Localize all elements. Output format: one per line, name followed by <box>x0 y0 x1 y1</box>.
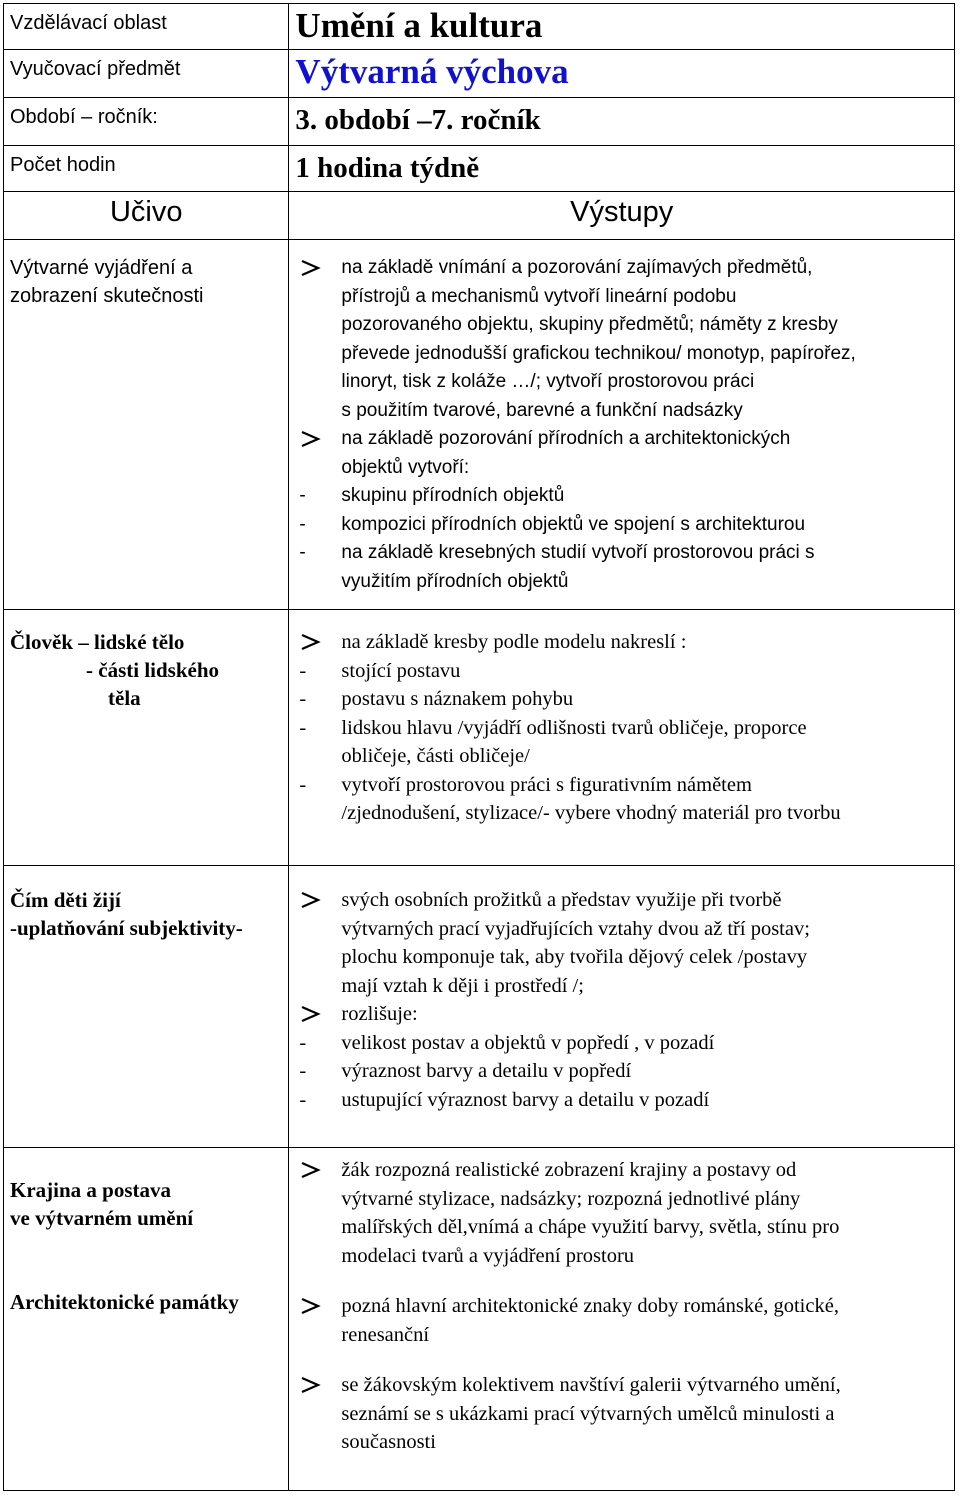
arrow-bullet-icon <box>299 628 329 651</box>
dash-bullet-icon: - <box>299 1060 307 1082</box>
output-line: malířských děl,vnímá a chápe využití barvy, světla, stínu pro <box>341 1216 840 1238</box>
outputs-cell-r1 <box>289 240 955 610</box>
output-line: skupinu přírodních objektů <box>341 485 565 506</box>
output-line: s použitím tvarové, barevné a funkční nadsázky <box>341 399 743 421</box>
output-line: převede jednodušší grafickou technikou/ monotyp, papírořez, <box>341 342 856 364</box>
topic-line: -uplatňování subjektivity- <box>10 916 243 940</box>
output-line: modelaci tvarů a vyjádření prostoru <box>341 1244 635 1267</box>
topic-cell-r4 <box>4 1148 289 1491</box>
output-line: se žákovským kolektivem navštíví galerii výtvarného umění, <box>341 1374 841 1396</box>
output-line: výtvarných prací vyjadřujících vztahy dvou až tří postav; <box>341 917 810 940</box>
output-line: na základě kresebných studií vytvoří prostorovou práci s <box>341 542 815 563</box>
output-line: postavu s náznakem pohybu <box>341 688 574 710</box>
output-subitem <box>299 714 948 771</box>
output-line: ustupující výraznost barvy a detailu v pozadí <box>341 1088 710 1111</box>
area-value: Umění a kultura <box>289 4 955 50</box>
output-item <box>299 1292 948 1349</box>
dash-bullet-icon: - <box>299 688 307 710</box>
outputs-cell-r4 <box>289 1148 955 1491</box>
output-line: výtvarné stylizace, nadsázky; rozpozná jednotlivé plány <box>341 1187 801 1210</box>
output-line: objektů vytvoří: <box>341 456 470 478</box>
column-header-vystupy: Výstupy <box>289 192 955 240</box>
output-line: lidskou hlavu /vyjádří odlišnosti tvarů obličeje, proporce <box>341 716 807 739</box>
topic-line: - části lidského <box>86 658 220 682</box>
output-subitem <box>299 1086 948 1115</box>
arrow-bullet-icon <box>299 1156 329 1179</box>
output-item <box>299 628 948 657</box>
arrow-bullet-icon <box>299 1292 329 1315</box>
output-item <box>299 1371 948 1457</box>
output-line: stojící postavu <box>341 659 461 682</box>
topic-cell-r2 <box>4 610 289 866</box>
output-line: svých osobních prožitků a představ využije při tvorbě <box>341 889 782 911</box>
output-line: mají vztah k ději i prostředí /; <box>341 974 584 997</box>
dash-bullet-icon: - <box>299 1088 307 1111</box>
output-item <box>299 1156 948 1270</box>
output-item <box>299 886 948 1000</box>
output-line: využitím přírodních objektů <box>341 570 569 592</box>
output-subitem <box>299 685 948 714</box>
arrow-bullet-icon <box>299 1371 329 1394</box>
topic-line: Krajina a postava <box>10 1178 172 1202</box>
output-line: přístrojů a mechanismů vytvoří lineární podobu <box>341 285 737 307</box>
column-header-ucivo: Učivo <box>4 192 289 240</box>
output-subitem <box>299 1029 948 1058</box>
period-label: Období – ročník: <box>4 98 289 146</box>
output-item <box>299 1000 948 1029</box>
dash-bullet-icon: - <box>299 1031 307 1054</box>
output-line: rozlišuje: <box>341 1003 418 1025</box>
outputs-cell-r3 <box>289 866 955 1148</box>
output-line: plochu komponuje tak, aby tvořila dějový celek /postavy <box>341 946 808 968</box>
output-line: současnosti <box>341 1431 436 1453</box>
output-line: na základě vnímání a pozorování zajímavých předmětů, <box>341 257 813 278</box>
output-line: kompozici přírodních objektů ve spojení s architekturou <box>341 513 806 535</box>
output-line: vytvoří prostorovou práci s figurativním námětem <box>341 773 752 796</box>
output-item <box>299 425 948 482</box>
output-line: renesanční <box>341 1323 430 1346</box>
dash-bullet-icon: - <box>299 513 306 535</box>
dash-bullet-icon: - <box>299 485 306 506</box>
output-line: na základě kresby podle modelu nakreslí : <box>341 631 687 653</box>
topic-line: Člověk – lidské tělo <box>10 630 185 654</box>
topic-line: Čím děti žijí <box>10 888 121 912</box>
output-item <box>299 254 948 425</box>
output-line: obličeje, části obličeje/ <box>341 745 530 767</box>
hours-value: 1 hodina týdně <box>289 146 955 192</box>
output-subitem <box>299 511 948 540</box>
arrow-bullet-icon <box>299 254 329 277</box>
topic-line: Výtvarné vyjádření a <box>10 257 193 279</box>
arrow-bullet-icon <box>299 886 329 909</box>
output-line: na základě pozorování přírodních a architektonických <box>341 428 791 449</box>
output-line: žák rozpozná realistické zobrazení krajiny a postavy od <box>341 1159 797 1181</box>
arrow-bullet-icon <box>299 425 329 448</box>
topic-cell-r3 <box>4 866 289 1148</box>
output-line: /zjednodušení, stylizace/- vybere vhodný materiál pro tvorbu <box>341 802 841 824</box>
hours-label: Počet hodin <box>4 146 289 192</box>
output-subitem <box>299 657 948 686</box>
subject-value: Výtvarná výchova <box>289 50 955 98</box>
output-subitem <box>299 539 948 596</box>
topic-line: ve výtvarném umění <box>10 1206 194 1230</box>
topic-cell-r1 <box>4 240 289 610</box>
outputs-cell-r2 <box>289 610 955 866</box>
topic-line: těla <box>108 686 141 710</box>
period-value: 3. období –7. ročník <box>289 98 955 146</box>
output-subitem <box>299 482 948 511</box>
output-subitem <box>299 771 948 828</box>
dash-bullet-icon: - <box>299 659 307 682</box>
dash-bullet-icon: - <box>299 773 307 796</box>
output-line: seznámí se s ukázkami prací výtvarných umělců minulosti a <box>341 1402 835 1425</box>
subject-label: Vyučovací předmět <box>4 50 289 98</box>
output-line: výraznost barvy a detailu v popředí <box>341 1060 632 1082</box>
output-line: pozná hlavní architektonické znaky doby románské, gotické, <box>341 1295 839 1317</box>
arrow-bullet-icon <box>299 1000 329 1023</box>
output-line: pozorovaného objektu, skupiny předmětů; náměty z kresby <box>341 314 838 335</box>
output-line: velikost postav a objektů v popředí , v pozadí <box>341 1031 715 1054</box>
area-label: Vzdělávací oblast <box>4 4 289 50</box>
topic-line: zobrazení skutečnosti <box>10 285 204 307</box>
curriculum-table <box>3 3 955 1491</box>
output-subitem <box>299 1057 948 1086</box>
dash-bullet-icon: - <box>299 542 306 563</box>
topic-line: Architektonické památky <box>10 1290 239 1314</box>
output-line: linoryt, tisk z koláže …/; vytvoří prostorovou práci <box>341 371 755 392</box>
dash-bullet-icon: - <box>299 716 307 739</box>
